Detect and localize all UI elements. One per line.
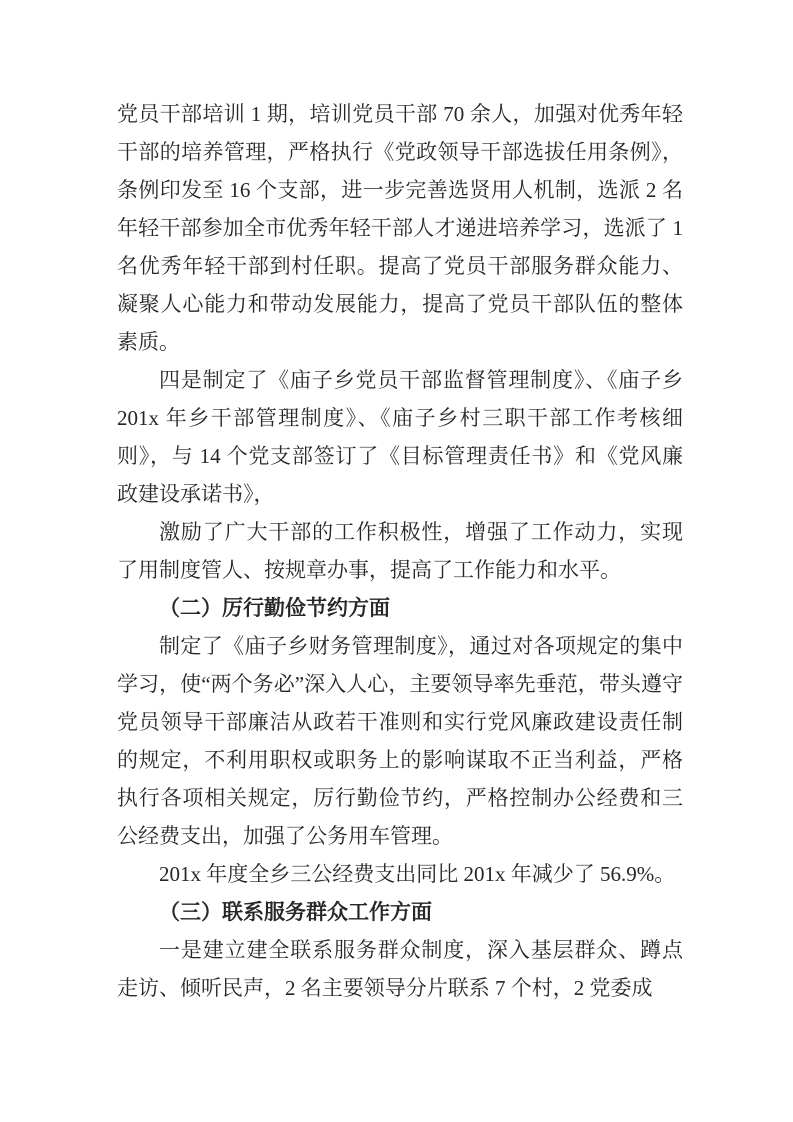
paragraph: 制定了《庙子乡财务管理制度》，通过对各项规定的集中学习，使“两个务必”深入人心，主要领导率先垂范，带头遵守党员领导干部廉洁从政若干准则和实行党风廉政建设责任制的规定，不利用职权或职务上的影响谋取不正当利益，严格执行各项相关规定，厉行勤俭节约，严格控制办公经费和三公经费支出，加强了公务用车管理。 bbox=[117, 634, 683, 848]
paragraph: 激励了广大干部的工作积极性，增强了工作动力，实现了用制度管人、按规章办事，提高了工作能力和水平。 bbox=[117, 520, 683, 582]
paragraph: 四是制定了《庙子乡党员干部监督管理制度》、《庙子乡 201x 年乡干部管理制度》、《庙子乡村三职干部工作考核细则》，与 14 个党支部签订了《目标管理责任书》和《党风廉政建设承诺书》， bbox=[117, 368, 683, 506]
paragraph: 一是建立建全联系服务群众制度，深入基层群众、蹲点走访、倾听民声，2 名主要领导分片联系 7 个村，2 党委成 bbox=[117, 938, 683, 1000]
section-heading-2: （二）厉行勤俭节约方面 bbox=[159, 596, 390, 620]
paragraph: 201x 年度全乡三公经费支出同比 201x 年减少了 56.9%。 bbox=[159, 862, 676, 886]
paragraph-continuation: 党员干部培训 1 期，培训党员干部 70 余人，加强对优秀年轻干部的培养管理，严格执行《党政领导干部选拔任用条例》，条例印发至 16 个支部，进一步完善选贤用人机制，选派 2 名年轻干部参加全市优秀年轻干部人才递进培养学习，选派了 1 名优秀年轻干部到村任职。提高了党员干部服务群众能力、凝聚人心能力和带动发展能力，提高了党员干部队伍的整体素质。 bbox=[117, 102, 683, 354]
section-heading-3: （三）联系服务群众工作方面 bbox=[159, 900, 432, 924]
document-body bbox=[117, 95, 683, 1007]
